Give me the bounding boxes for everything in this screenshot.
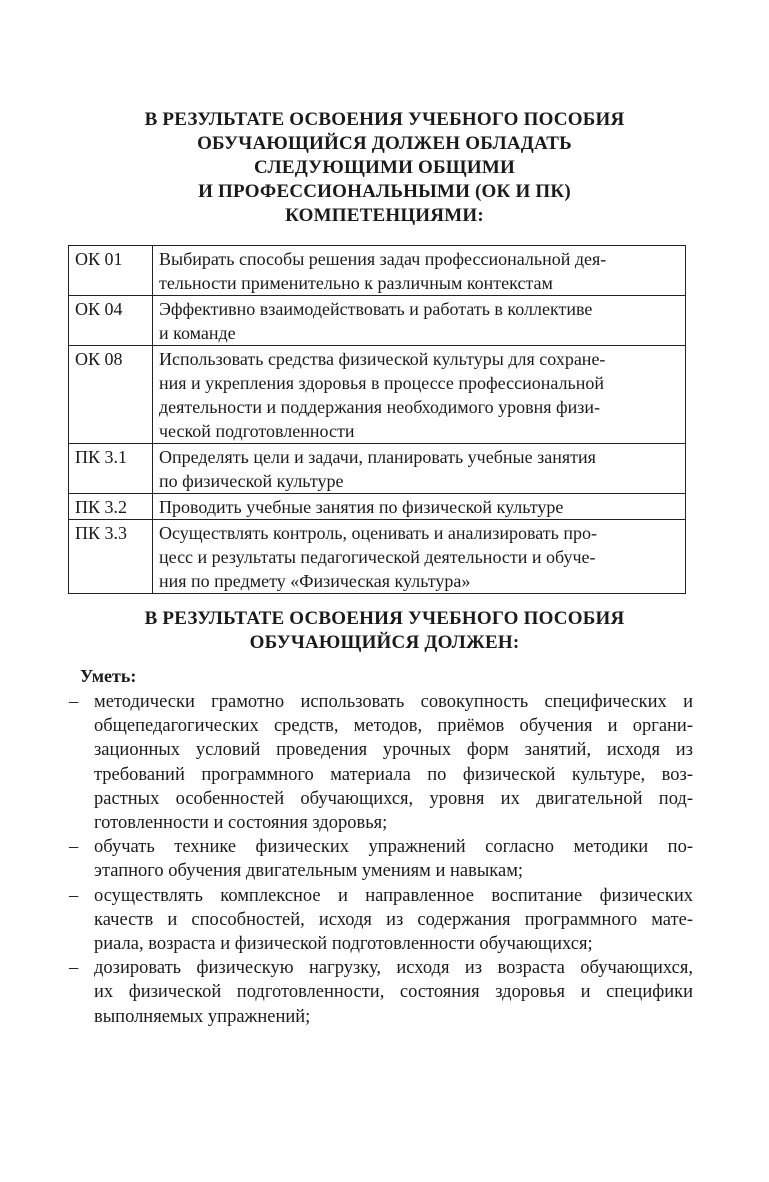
competency-description	[153, 494, 686, 520]
heading-line: СЛЕДУЮЩИМИ ОБЩИМИ	[254, 157, 515, 178]
competency-code: ПК 3.3	[69, 520, 153, 594]
description-line: Эффективно взаимодействовать и работать в коллективе	[159, 299, 593, 319]
description-line: ния по предмету «Физическая культура»	[159, 571, 471, 591]
description-line: и команде	[159, 323, 236, 343]
description-line: по физической культуре	[159, 471, 344, 491]
heading-line: КОМПЕТЕНЦИЯМИ:	[285, 205, 484, 226]
dash-bullet: –	[69, 885, 79, 906]
item-line: выполняемых упражнений;	[94, 1006, 311, 1027]
heading-line: И ПРОФЕССИОНАЛЬНЫМИ (ОК И ПК)	[198, 181, 571, 202]
description-line: ческой подготовленности	[159, 421, 355, 441]
heading-line: ОБУЧАЮЩИЙСЯ ДОЛЖЕН ОБЛАДАТЬ	[197, 133, 572, 154]
item-line: их физической подготовленности, состояния здоровья и специфики	[94, 982, 693, 1003]
heading-line: В РЕЗУЛЬТАТЕ ОСВОЕНИЯ УЧЕБНОГО ПОСОБИЯ	[144, 109, 625, 130]
competency-code: ОК 01	[69, 246, 153, 296]
competency-description	[153, 246, 686, 296]
competency-description	[153, 296, 686, 346]
list-item	[0, 835, 693, 883]
description-line: Определять цели и задачи, планировать учебные занятия	[159, 447, 596, 467]
heading-line: ОБУЧАЮЩИЙСЯ ДОЛЖЕН:	[249, 632, 520, 653]
dash-bullet: –	[69, 958, 79, 979]
list-item	[0, 884, 693, 957]
item-line: зационных условий проведения урочных форм занятий, исходя из	[94, 740, 693, 761]
skills-title: Уметь:	[80, 666, 137, 686]
heading-line: В РЕЗУЛЬТАТЕ ОСВОЕНИЯ УЧЕБНОГО ПОСОБИЯ	[144, 608, 625, 629]
item-line: дозировать физическую нагрузку, исходя из возраста обучающихся,	[94, 958, 693, 979]
description-line: цесс и результаты педагогической деятельности и обуче-	[159, 547, 596, 567]
dash-bullet: –	[69, 837, 79, 858]
description-line: Проводить учебные занятия по физической культуре	[159, 497, 564, 517]
table-row	[69, 296, 686, 346]
skills-list	[0, 690, 769, 1029]
item-line: осуществлять комплексное и направленное воспитание физических	[94, 885, 693, 906]
item-line: готовленности и состояния здоровья;	[94, 813, 388, 834]
competency-code: ОК 04	[69, 296, 153, 346]
item-line: растных особенностей обучающихся, уровня их двигательной под-	[94, 788, 693, 809]
table-row	[69, 246, 686, 296]
competency-code: ПК 3.1	[69, 444, 153, 494]
competencies-table	[68, 245, 686, 594]
item-line: методически грамотно использовать совокупность специфических и	[94, 692, 693, 712]
list-item	[0, 956, 693, 1029]
description-line: Использовать средства физической культуры для сохране-	[159, 349, 606, 369]
competency-description	[153, 520, 686, 594]
description-line: Осуществлять контроль, оценивать и анализировать про-	[159, 523, 598, 543]
competencies-heading	[0, 108, 769, 228]
table-row	[69, 346, 686, 444]
description-line: Выбирать способы решения задач профессиональной дея-	[159, 249, 607, 269]
description-line: ния и укрепления здоровья в процессе профессиональной	[159, 373, 604, 393]
item-line: качеств и способностей, исходя из содержания программного мате-	[94, 909, 693, 930]
item-line: требований программного материала по физической культуре, воз-	[94, 764, 693, 785]
item-line: этапного обучения двигательным умениям и навыкам;	[94, 861, 524, 882]
item-line: обучать технике физических упражнений согласно методики по-	[94, 837, 693, 858]
dash-bullet: –	[69, 692, 79, 712]
item-line: риала, возраста и физической подготовленности обучающихся;	[94, 934, 593, 955]
item-line: общепедагогических средств, методов, приёмов обучения и органи-	[94, 716, 693, 737]
competency-code: ОК 08	[69, 346, 153, 444]
table-row	[69, 444, 686, 494]
competency-description	[153, 346, 686, 444]
competency-description	[153, 444, 686, 494]
description-line: деятельности и поддержания необходимого уровня физи-	[159, 397, 601, 417]
table-row	[69, 494, 686, 520]
competency-code: ПК 3.2	[69, 494, 153, 520]
outcomes-heading	[0, 607, 769, 655]
list-item	[0, 690, 693, 835]
table-row	[69, 520, 686, 594]
description-line: тельности применительно к различным контекстам	[159, 273, 553, 293]
